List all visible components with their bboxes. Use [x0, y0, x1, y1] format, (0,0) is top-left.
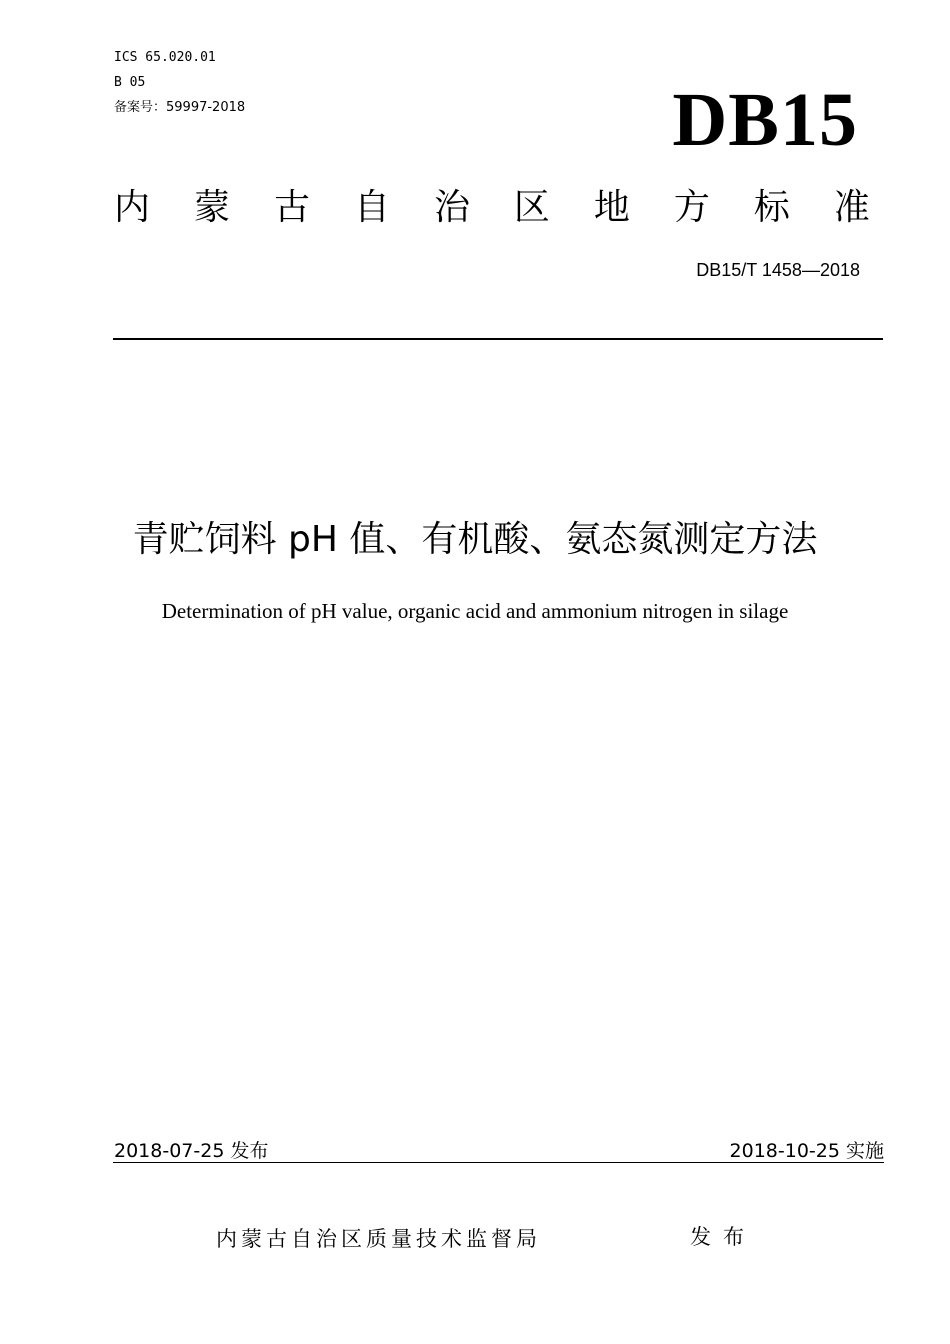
standard-type-char: 内 [114, 187, 151, 228]
issued-label: 发布 [690, 1225, 756, 1249]
standard-type-char: 准 [833, 187, 870, 228]
standard-type-heading [114, 186, 870, 230]
standard-type-char: 方 [673, 187, 710, 228]
issuing-authority: 内蒙古自治区质量技术监督局 [216, 1227, 541, 1251]
standard-logo: DB15 [672, 78, 858, 162]
standard-type-char: 蒙 [193, 187, 230, 228]
document-title-english: Determination of pH value, organic acid and ammonium nitrogen in silage [161, 599, 789, 623]
standard-type-char: 区 [513, 187, 550, 228]
standard-type-char: 标 [753, 187, 790, 228]
footer-divider [113, 1162, 884, 1163]
standard-type-char: 地 [593, 187, 630, 228]
header-divider [113, 338, 883, 340]
standard-number: DB15/T 1458—2018 [696, 260, 860, 280]
document-title-chinese: 青贮饲料 pH 值、有机酸、氨态氮测定方法 [132, 519, 818, 560]
ccs-code: B 05 [114, 75, 146, 90]
standard-type-char: 治 [433, 187, 470, 228]
ics-code: ICS 65.020.01 [114, 50, 216, 65]
issue-date: 2018-07-25 发布 [114, 1140, 269, 1162]
standard-type-char: 自 [353, 187, 390, 228]
implementation-date: 2018-10-25 实施 [729, 1140, 884, 1162]
filing-number: 备案号：59997-2018 [114, 100, 246, 115]
standard-type-char: 古 [273, 187, 310, 228]
